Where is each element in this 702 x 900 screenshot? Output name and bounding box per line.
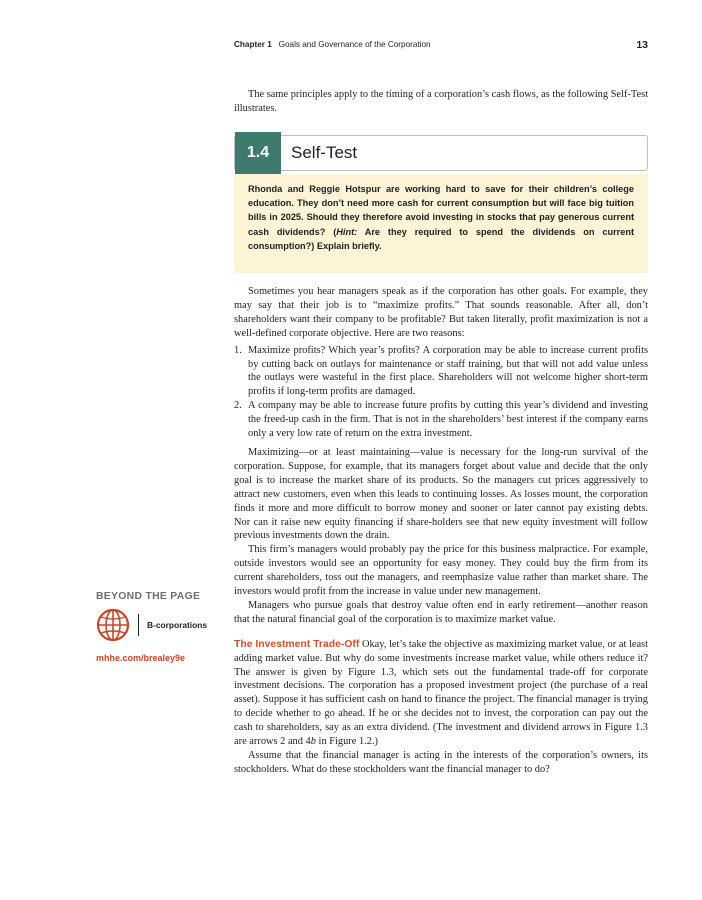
list-number: 2.: [234, 400, 242, 412]
self-test-hint-label: Hint:: [336, 226, 358, 237]
tradeoff-text-end: in Figure 1.2.): [315, 736, 379, 748]
section-heading: The Investment Trade-Off: [234, 638, 360, 650]
list-item: [234, 344, 648, 400]
intro-block: [234, 88, 648, 116]
chapter-label: Chapter 1: [234, 40, 272, 49]
paragraph-goals: Sometimes you hear managers speak as if the corporation has other goals. For example, they may say that their job is to “maximize profits.” That sounds reasonable. After all, don’t shareholders want their company to be profitable? But taken literally, profit maximization is not a well-defined corporate objective. Here are two reasons:: [234, 286, 648, 339]
chapter-title: Goals and Governance of the Corporation: [278, 40, 431, 49]
tradeoff-italic: b: [310, 736, 316, 748]
self-test-body: [234, 174, 648, 273]
self-test-title: Self-Test: [291, 143, 358, 162]
paragraph-tradeoff: [234, 638, 648, 749]
page-header: [234, 40, 648, 49]
globe-icon: [96, 608, 130, 642]
self-test-text-end: Are they required to spend the dividends on current consumption?) Explain briefly.: [248, 226, 634, 251]
self-test-header: [234, 135, 648, 171]
list-number: 1.: [234, 344, 242, 356]
sidebar-row: [96, 608, 210, 642]
paragraph-assume: Assume that the financial manager is acting in the interests of the corporation’s owners, its stockholders. What do these stockholders want the financial manager to do?: [234, 750, 648, 775]
paragraph-firm: This firm’s managers would probably pay the price for this business malpractice. For example, outside investors would see an opportunity for easy money. They could buy the firm from its current shareholders, toss out the managers, and reemphasize value rather than market share. The investors would profit from the increase in value under new management.: [234, 544, 648, 598]
page-number: 13: [636, 39, 648, 51]
list-text: Maximize profits? Which year’s profits? A corporation may be able to increase current profits by cutting back on outlays for maintenance or staff training, but that will not add value unless the outlays were wasteful in the first place. Shareholders will not welcome higher short-term profits if long-term profits are damaged.: [248, 344, 648, 398]
self-test-text: Rhonda and Reggie Hotspur are working hard to save for their children’s college education. They don’t need more cash for current consumption but will face big tuition bills in 2025. Should they therefore avoid investing in stocks that pay generous current cash dividends? (: [248, 184, 634, 237]
sidebar-heading: BEYOND THE PAGE: [96, 591, 201, 602]
list-item: [234, 399, 648, 441]
self-test-box: [234, 135, 648, 273]
self-test-number: 1.4: [235, 132, 281, 174]
intro-paragraph: The same principles apply to the timing of a corporation’s cash flows, as the following Self-Test illustrates.: [234, 89, 648, 114]
list-text: A company may be able to increase future profits by cutting this year’s dividend and investing the freed-up cash in the firm. That is not in the shareholders’ best interest if the company earns only a very low rate of return on the extra investment.: [248, 400, 648, 440]
sidebar-label[interactable]: B-corporations: [138, 614, 207, 636]
main-text: [234, 285, 648, 777]
tradeoff-text: Okay, let’s take the objective as maximizing market value, or at least adding market value. But why do some investments increase market value, while others reduce it? The answer is given by Figure 1.3, which sets out the fundamental trade-off for corporate investment decisions. The corporation has a proposed investment project (the purchase of a real asset). Suppose it has sufficient cash on hand to finance the project. The financial manager is trying to decide whether to go ahead. If he or she decides not to invest, the corporation can pay out the cash to shareholders, say as an extra dividend. (The investment and dividend arrows in Figure 1.3 are arrows 2 and 4: [234, 638, 648, 748]
paragraph-maximizing: Maximizing—or at least maintaining—value is necessary for the long-run survival of the corporation. Suppose, for example, that its managers forget about value and decide that the only goal is to increase the market share of its products. So the managers cut prices aggressively to attract new customers, even when this leads to continuing losses. As losses mount, the corporation finds it more and more difficult to borrow money and sooner or later cannot pay existing debts. Nor can it raise new equity financing if share-holders see that new equity investment will follow previous investments down the drain.: [234, 446, 648, 542]
beyond-the-page-sidebar: [96, 591, 210, 663]
paragraph-pursue: Managers who pursue goals that destroy value often end in early retirement—another reason that the natural financial goal of the corporation is to maximize market value.: [234, 599, 648, 625]
reasons-list: [234, 344, 648, 441]
sidebar-url-link[interactable]: mhhe.com/brealey9e: [96, 653, 186, 663]
